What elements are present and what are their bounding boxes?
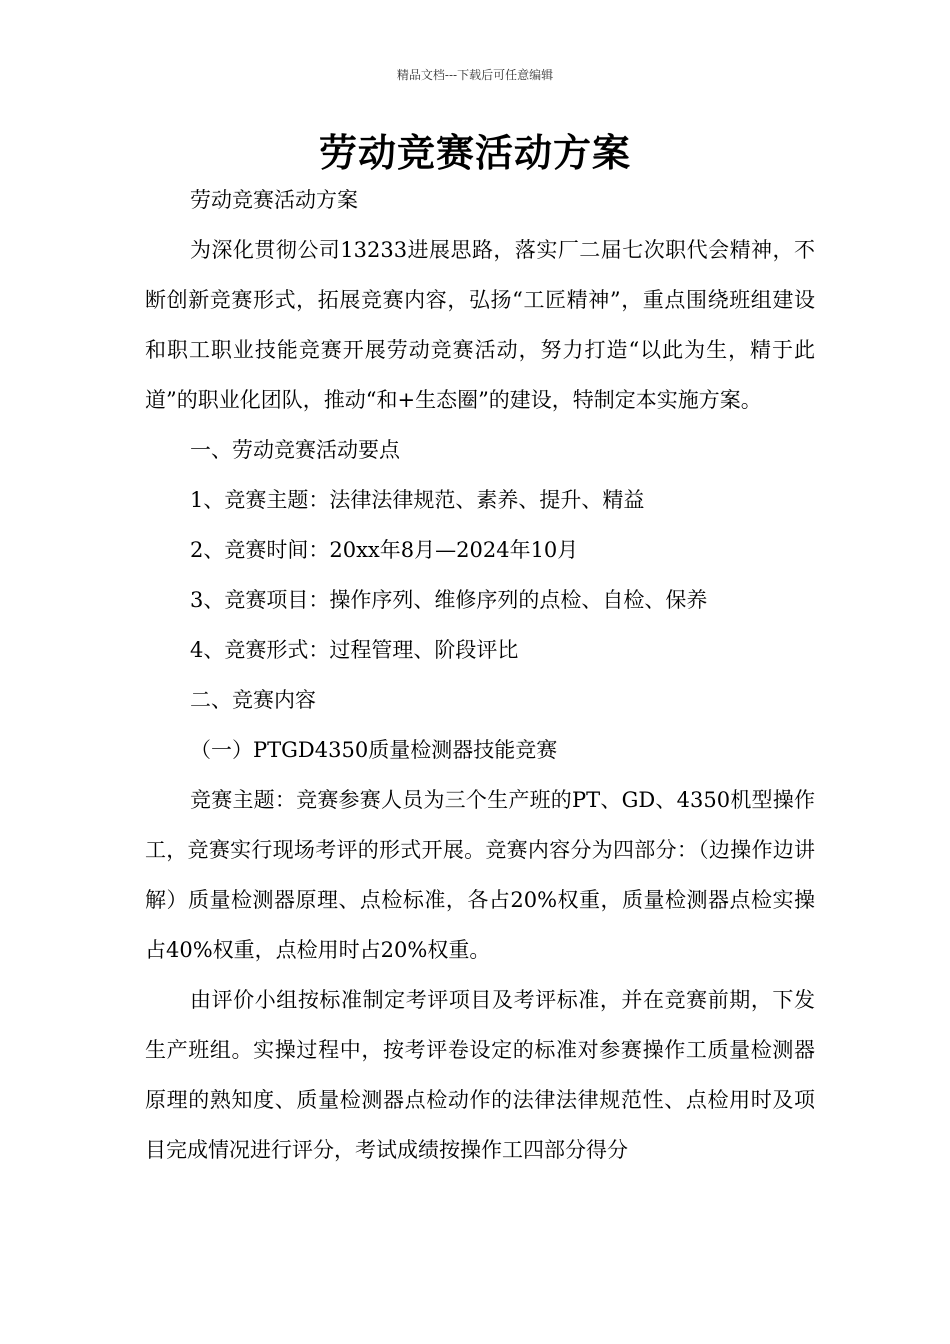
list-item-format: 4、竞赛形式：过程管理、阶段评比: [190, 638, 519, 662]
list-item-theme: 1、竞赛主题：法律法律规范、素养、提升、精益: [190, 488, 645, 512]
list-item-projects: 3、竞赛项目：操作序列、维修序列的点检、自检、保养: [190, 588, 708, 612]
header-note: 精品文档---下载后可任意编辑: [396, 68, 554, 82]
paragraph-competition-theme: 竞赛主题：竞赛参赛人员为三个生产班的PT、GD、4350机型操作工，竞赛实行现场考评的形式开展。竞赛内容分为四部分：（边操作边讲解）质量检测器原理、点检标准，各占20%权重，质量检测器点检实操占40%权重，点检用时占20%权重。: [145, 788, 815, 962]
section-heading-1: 一、劳动竞赛活动要点: [190, 438, 400, 462]
paragraph-evaluation: 由评价小组按标准制定考评项目及考评标准，并在竞赛前期，下发生产班组。实操过程中，按考评卷设定的标准对参赛操作工质量检测器原理的熟知度、质量检测器点检动作的法律法律规范性、点检用时及项目完成情况进行评分，考试成绩按操作工四部分得分: [145, 988, 815, 1162]
paragraph-intro: 为深化贯彻公司13233进展思路，落实厂二届七次职代会精神，不断创新竞赛形式，拓展竞赛内容，弘扬“工匠精神”，重点围绕班组建设和职工职业技能竞赛开展劳动竞赛活动，努力打造“以此为生，精于此道”的职业化团队，推动“和+生态圈”的建设，特制定本实施方案。: [145, 238, 815, 412]
document-title: 劳动竞赛活动方案: [318, 130, 631, 175]
list-item-time: 2、竞赛时间：20xx年8月—2024年10月: [190, 538, 579, 562]
section-heading-2: 二、竞赛内容: [190, 688, 316, 712]
document-body: [145, 175, 815, 1175]
paragraph-subtitle: 劳动竞赛活动方案: [190, 188, 358, 212]
subsection-heading-1: （一）PTGD4350质量检测器技能竞赛: [190, 738, 558, 762]
